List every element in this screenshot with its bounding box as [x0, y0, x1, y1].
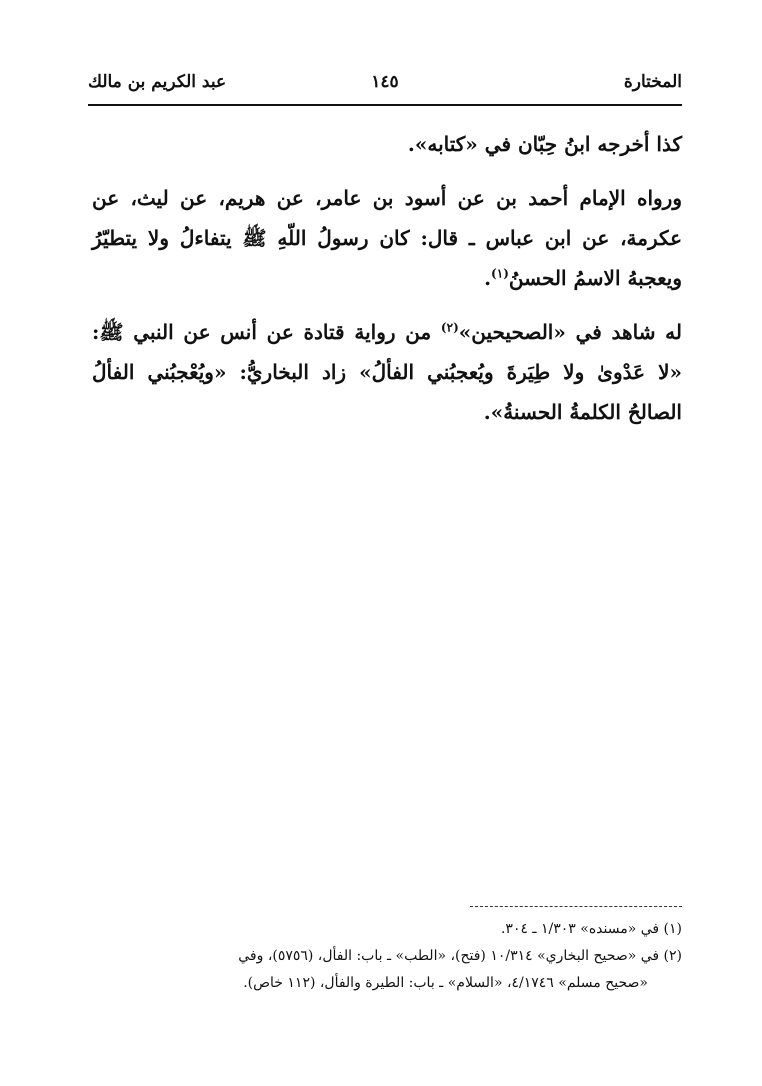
paragraph-2	[92, 178, 682, 298]
header-book-title: المختارة	[623, 72, 682, 92]
page-number: ١٤٥	[371, 72, 399, 92]
paragraph-1-text: كذا أخرجه ابنُ حِبّان في «كتابه».	[407, 132, 682, 156]
header-chapter-title: عبد الكريم بن مالك	[88, 72, 227, 92]
paragraph-1	[92, 124, 682, 164]
paragraph-3-text: له شاهد في «الصحيحين»	[458, 320, 683, 344]
footnote-separator	[470, 906, 682, 907]
footnote-2-continuation: «صحيح مسلم» ٤/١٧٤٦، «السلام» ـ باب: الطيرة والفأل، (١١٢ خاص).	[243, 975, 648, 991]
footnote-marker-2: (٢)	[440, 320, 459, 335]
paragraph-3	[92, 312, 682, 432]
paragraph-2-tail: .	[484, 266, 492, 290]
footnote-marker-1: (١)	[491, 266, 509, 281]
footnote-1: (١) في «مسنده» ١/٣٠٣ ـ ٣٠٤.	[500, 921, 682, 937]
footnotes	[96, 916, 682, 997]
header-rule	[88, 104, 682, 106]
running-header	[88, 68, 682, 98]
paragraph-2-text: ورواه الإمام أحمد بن عن أسود بن عامر، عن هريم، عن ليث، عن عكرمة، عن ابن عباس ـ قال: كان رسولُ اللّهِ ﷺ يتفاءلُ ولا يتطيّرُ ويعجبهُ الاسمُ الحسنُ	[92, 186, 682, 290]
paragraph-3-tail: من رواية قتادة عن أنس عن النبي ﷺ: «لا عَدْوىٰ ولا طِيَرةَ ويُعجبُني الفألُ» زاد البخاريُّ: «ويُعْجبُني الفألُ الصالحُ الكلمةُ الحسنةُ».	[92, 320, 682, 424]
main-text	[92, 124, 682, 446]
footnote-2: (٢) في «صحيح البخاري» ١٠/٣١٤ (فتح)، «الطب» ـ باب: الفأل، (٥٧٥٦)، وفي	[238, 948, 682, 964]
